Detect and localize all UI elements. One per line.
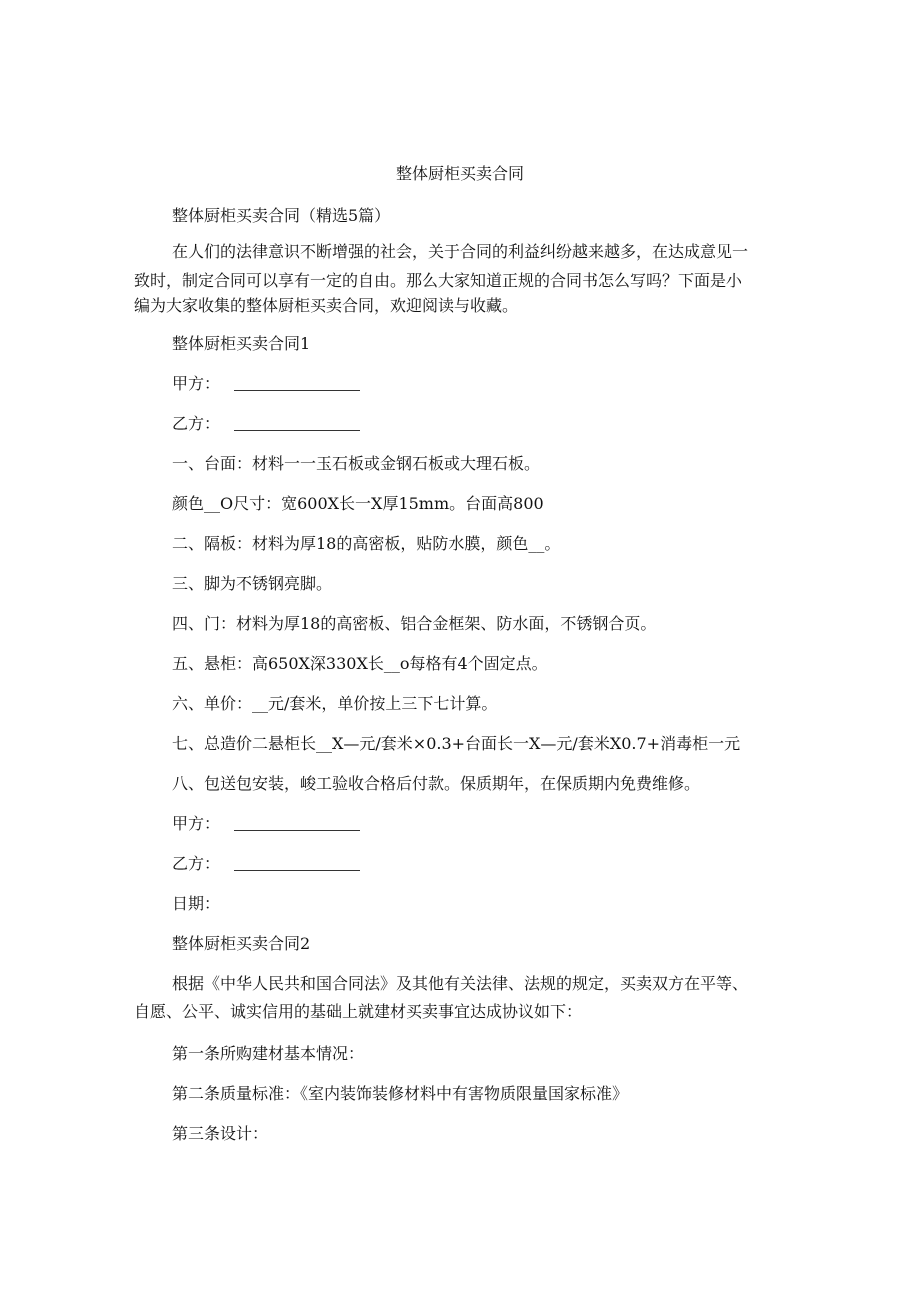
contract1-item-1: 一、台面：材料一一玉石板或金钢石板或大理石板。 bbox=[172, 454, 541, 473]
contract1-item-4: 四、门：材料为厚18的高密板、铝合金框架、防水面，不锈钢合页。 bbox=[172, 614, 657, 633]
contract1-item-3: 三、脚为不锈钢亮脚。 bbox=[172, 574, 333, 593]
contract2-article-2: 第二条质量标准：《室内装饰装修材料中有害物质限量国家标准》 bbox=[172, 1084, 629, 1103]
party-a-blank bbox=[234, 376, 360, 391]
intro-line-1: 在人们的法律意识不断增强的社会，关于合同的利益纠纷越来越多，在达成意见一 bbox=[172, 242, 749, 261]
sign-b-label: 乙方： bbox=[172, 854, 221, 873]
contract1-item-5: 五、悬柜：高650X深330X长__o每格有4个固定点。 bbox=[172, 654, 548, 673]
document-subtitle: 整体厨柜买卖合同（精选5篇） bbox=[172, 206, 391, 225]
party-b-label: 乙方： bbox=[172, 414, 221, 433]
sign-b-blank bbox=[234, 856, 360, 871]
contract1-party-a bbox=[172, 374, 360, 394]
contract2-article-3: 第三条设计： bbox=[172, 1124, 269, 1143]
contract1-party-b bbox=[172, 414, 360, 434]
contract2-para-line-1: 根据《中华人民共和国合同法》及其他有关法律、法规的规定，买卖双方在平等、 bbox=[172, 974, 749, 993]
sign-a-blank bbox=[234, 816, 360, 831]
contract1-date: 日期： bbox=[172, 894, 221, 913]
party-b-blank bbox=[234, 416, 360, 431]
document-title: 整体厨柜买卖合同 bbox=[395, 164, 524, 183]
contract1-sign-b bbox=[172, 854, 360, 874]
sign-a-label: 甲方： bbox=[172, 814, 221, 833]
contract1-heading: 整体厨柜买卖合同1 bbox=[172, 334, 311, 353]
intro-line-2: 致时，制定合同可以享有一定的自由。那么大家知道正规的合同书怎么写吗？下面是小 bbox=[134, 271, 743, 290]
contract1-item-6: 六、单价：__元/套米，单价按上三下七计算。 bbox=[172, 694, 498, 713]
contract2-heading: 整体厨柜买卖合同2 bbox=[172, 934, 311, 953]
contract1-item-2: 二、隔板：材料为厚18的高密板，贴防水膜，颜色__。 bbox=[172, 534, 561, 553]
contract1-sign-a bbox=[172, 814, 360, 834]
contract2-article-1: 第一条所购建材基本情况： bbox=[172, 1044, 365, 1063]
party-a-label: 甲方： bbox=[172, 374, 221, 393]
intro-line-3: 编为大家收集的整体厨柜买卖合同，欢迎阅读与收藏。 bbox=[134, 296, 519, 315]
contract2-para-line-2: 自愿、公平、诚实信用的基础上就建材买卖事宜达成协议如下： bbox=[134, 1002, 583, 1021]
contract1-item-1b: 颜色__O尺寸：宽600X长一X厚15mm。台面高800 bbox=[172, 494, 544, 513]
contract1-item-8: 八、包送包安装，峻工验收合格后付款。保质期年，在保质期内免费维修。 bbox=[172, 774, 701, 793]
contract1-item-7: 七、总造价二悬柜长__X—元/套米×0.3+台面长一X—元/套米X0.7+消毒柜一元 bbox=[172, 734, 741, 753]
